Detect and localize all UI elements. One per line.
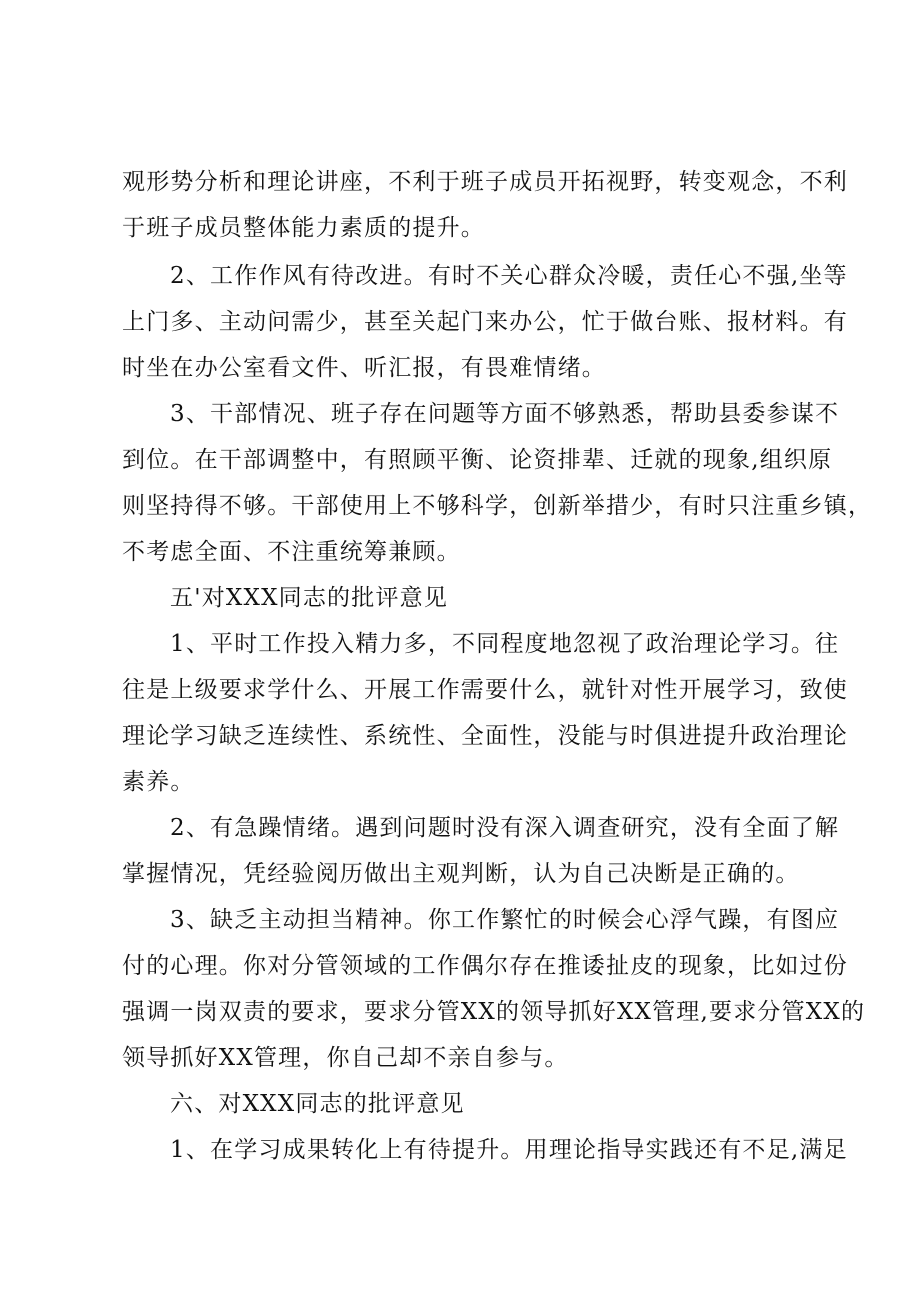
- paragraph-line: 1、平时工作投入精力多，不同程度地忽视了政治理论学习。往: [170, 631, 840, 657]
- paragraph-line: 3、干部情况、班子存在问题等方面不够熟悉，帮助县委参谋不: [170, 401, 840, 427]
- paragraph-line: 到位。在干部调整中，有照顾平衡、论资排辈、迁就的现象,组织原: [122, 447, 833, 473]
- paragraph-line: 1、在学习成果转化上有待提升。用理论指导实践还有不足,满足: [170, 1137, 848, 1163]
- paragraph-line: 上门多、主动问需少，甚至关起门来办公，忙于做台账、报材料。有: [122, 309, 848, 335]
- paragraph-line: 领导抓好XX管理，你自己却不亲自参与。: [122, 1045, 569, 1071]
- paragraph-line: 付的心理。你对分管领域的工作偶尔存在推诿扯皮的现象，比如过份: [122, 953, 848, 979]
- paragraph-line: 理论学习缺乏连续性、系统性、全面性，没能与时俱进提升政治理论: [122, 723, 848, 749]
- paragraph-line: 强调一岗双责的要求，要求分管XX的领导抓好XX管理,要求分管XX的: [122, 999, 866, 1025]
- paragraph-line: 往是上级要求学什么、开展工作需要什么，就针对性开展学习，致使: [122, 677, 848, 703]
- paragraph-line: 于班子成员整体能力素质的提升。: [122, 215, 485, 241]
- paragraph-line: 3、缺乏主动担当精神。你工作繁忙的时候会心浮气躁，有图应: [170, 907, 840, 933]
- paragraph-line: 观形势分析和理论讲座，不利于班子成员开拓视野，转变观念，不利: [122, 169, 848, 195]
- paragraph-line: 不考虑全面、不注重统筹兼顾。: [122, 539, 461, 565]
- paragraph-line: 则坚持得不够。干部使用上不够科学，创新举措少，有时只注重乡镇，: [122, 493, 873, 519]
- paragraph-line: 2、工作作风有待改进。有时不关心群众冷暖，责任心不强,坐等: [170, 263, 848, 289]
- paragraph-line: 掌握情况，凭经验阅历做出主观判断，认为自己决断是正确的。: [122, 861, 800, 887]
- paragraph-line: 2、有急躁情绪。遇到问题时没有深入调查研究，没有全面了解: [170, 815, 840, 841]
- paragraph-line: 素养。: [122, 769, 195, 795]
- section-heading: 五'对XXX同志的批评意见: [170, 585, 449, 611]
- paragraph-line: 时坐在办公室看文件、听汇报，有畏难情绪。: [122, 355, 606, 381]
- section-heading: 六、对XXX同志的批评意见: [170, 1091, 465, 1117]
